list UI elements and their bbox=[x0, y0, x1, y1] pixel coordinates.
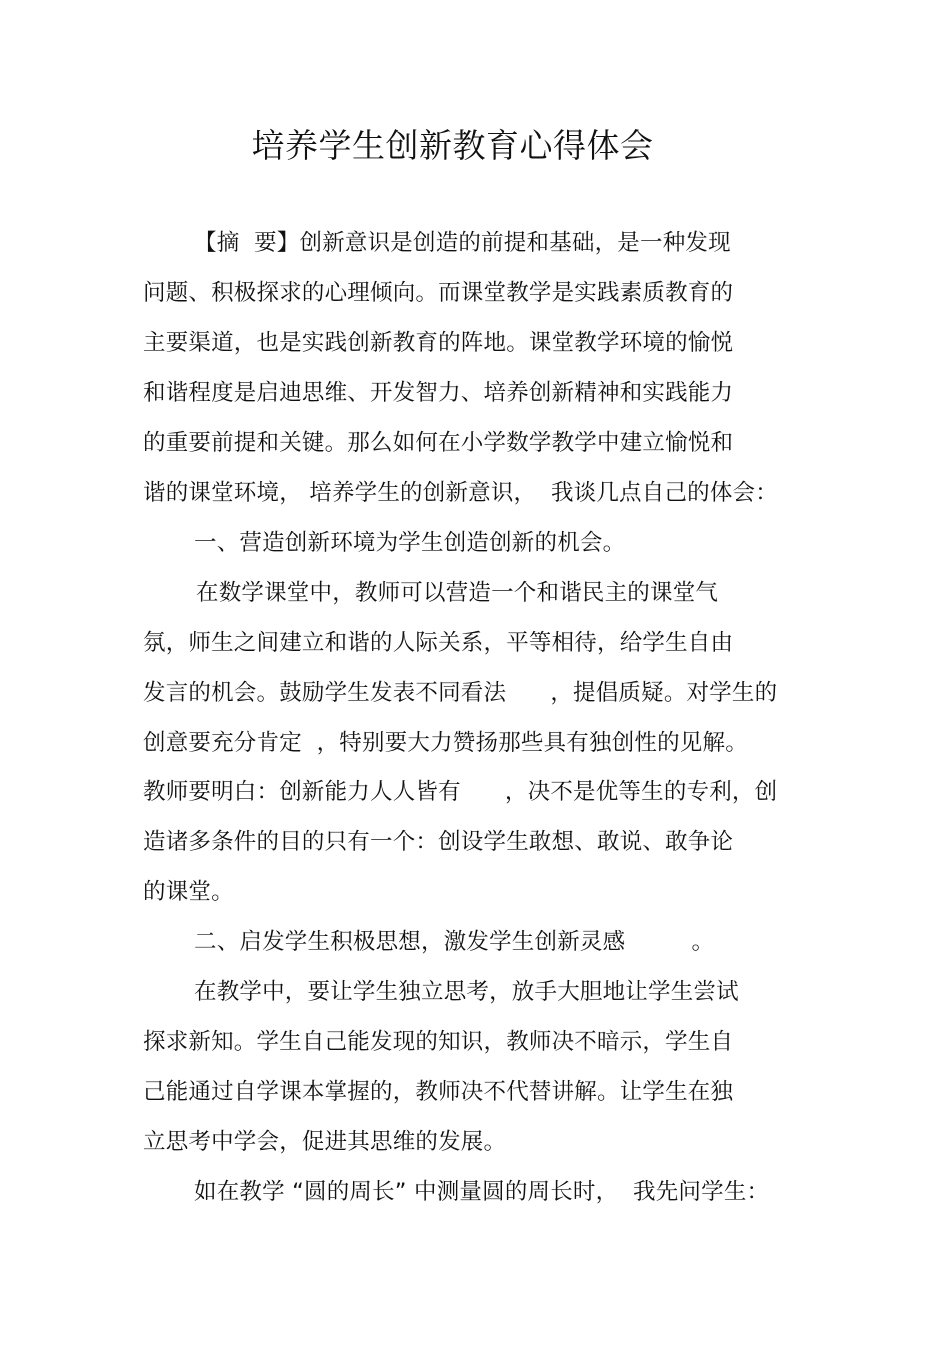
text-line: 如在教学 “圆的周长” 中测量圆的周长时， 我先问学生： bbox=[194, 1179, 770, 1205]
text-line: 氛，师生之间建立和谐的人际关系，平等相待，给学生自由 bbox=[143, 630, 734, 656]
text-line: 己能通过自学课本掌握的，教师决不代替讲解。让学生在独 bbox=[143, 1079, 734, 1105]
text-line: 教师要明白：创新能力人人皆有 ，决不是优等生的专利，创 bbox=[143, 779, 778, 805]
text-line: 主要渠道，也是实践创新教育的阵地。课堂教学环境的愉悦 bbox=[143, 330, 734, 356]
text-line: 【摘 要】创新意识是创造的前提和基础，是一种发现 bbox=[194, 230, 731, 256]
section-heading: 二、启发学生积极思想，激发学生创新灵感 。 bbox=[194, 929, 715, 955]
text-line: 立思考中学会，促进其思维的发展。 bbox=[143, 1129, 507, 1155]
text-line: 在数学课堂中，教师可以营造一个和谐民主的课堂气 bbox=[196, 580, 719, 606]
text-line: 问题、积极探求的心理倾向。而课堂教学是实践素质教育的 bbox=[143, 280, 734, 306]
text-line: 的课堂。 bbox=[143, 879, 234, 905]
text-line: 发言的机会。鼓励学生发表不同看法 ，提倡质疑。对学生的 bbox=[143, 680, 778, 706]
text-line: 创意要充分肯定 ，特别要大力赞扬那些具有独创性的见解。 bbox=[143, 730, 748, 756]
section-heading: 一、营造创新环境为学生创造创新的机会。 bbox=[194, 530, 626, 556]
text-line: 的重要前提和关键。那么如何在小学数学教学中建立愉悦和 bbox=[143, 430, 734, 456]
text-line: 探求新知。学生自己能发现的知识，教师决不暗示，学生自 bbox=[143, 1029, 734, 1055]
text-line: 在教学中，要让学生独立思考，放手大胆地让学生尝试 bbox=[194, 979, 739, 1005]
text-line: 和谐程度是启迪思维、开发智力、培养创新精神和实践能力 bbox=[143, 380, 734, 406]
page-title: 培养学生创新教育心得体会 bbox=[251, 126, 654, 165]
text-line: 谐的课堂环境， 培养学生的创新意识， 我谈几点自己的体会： bbox=[143, 480, 778, 506]
text-line: 造诸多条件的目的只有一个：创设学生敢想、敢说、敢争论 bbox=[143, 829, 734, 855]
